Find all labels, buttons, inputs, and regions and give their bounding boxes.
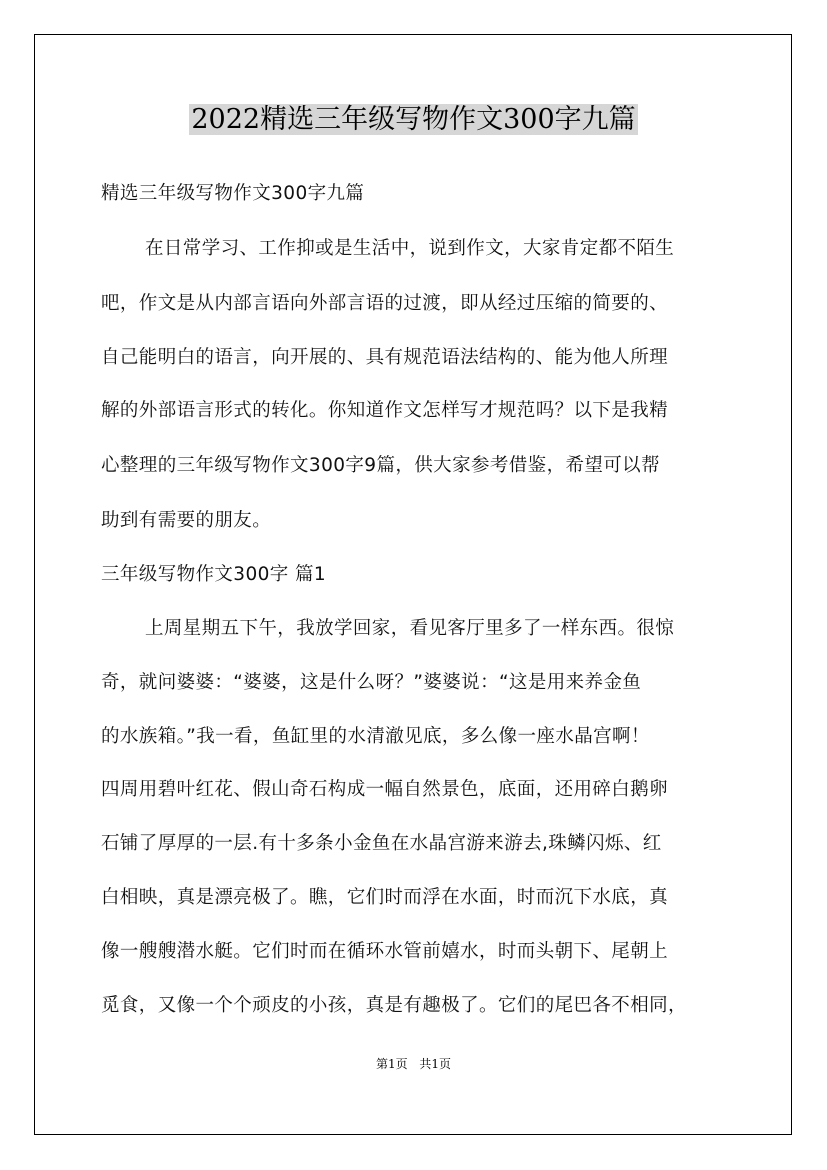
- body-line: 像一艘艘潜水艇。它们时而在循环水管前嬉水，时而头朝下、尾朝上: [101, 941, 669, 962]
- intro-line: 助到有需要的朋友。: [101, 510, 272, 531]
- subtitle: 精选三年级写物作文300字九篇: [101, 183, 365, 204]
- body-line: 觅食，又像一个个顽皮的小孩，真是有趣极了。它们的尾巴各不相同，: [101, 995, 687, 1016]
- intro-line: 自己能明白的语言，向开展的、具有规范语法结构的、能为他人所理: [101, 347, 669, 368]
- body-line: 的水族箱。”我一看，鱼缸里的水清澈见底，多么像一座水晶宫啊！: [101, 726, 650, 747]
- body-line: 石铺了厚厚的一层.有十多条小金鱼在水晶宫游来游去,珠鳞闪烁、红: [101, 833, 662, 854]
- section-heading: 三年级写物作文300字 篇1: [101, 564, 327, 585]
- intro-line: 解的外部语言形式的转化。你知道作文怎样写才规范吗？以下是我精: [101, 400, 669, 421]
- page-footer: [0, 1055, 827, 1072]
- page-total: 共1页: [419, 1057, 452, 1071]
- intro-line: 心整理的三年级写物作文300字9篇，供大家参考借鉴，希望可以帮: [101, 455, 660, 476]
- body-line: 奇，就问婆婆：“婆婆，这是什么呀？”婆婆说：“这是用来养金鱼: [101, 672, 642, 693]
- document-title: 2022精选三年级写物作文300字九篇: [191, 104, 636, 135]
- body-line: 四周用碧叶红花、假山奇石构成一幅自然景色，底面，还用碎白鹅卵: [101, 779, 669, 800]
- page-number: 第1页: [375, 1057, 408, 1071]
- body-line: 上周星期五下午，我放学回家，看见客厅里多了一样东西。很惊: [145, 618, 675, 639]
- intro-line: 吧，作文是从内部言语向外部言语的过渡，即从经过压缩的简要的、: [101, 293, 669, 314]
- intro-line: 在日常学习、工作抑或是生活中，说到作文，大家肯定都不陌生: [145, 238, 675, 259]
- body-line: 白相映，真是漂亮极了。瞧，它们时而浮在水面，时而沉下水底，真: [101, 887, 669, 908]
